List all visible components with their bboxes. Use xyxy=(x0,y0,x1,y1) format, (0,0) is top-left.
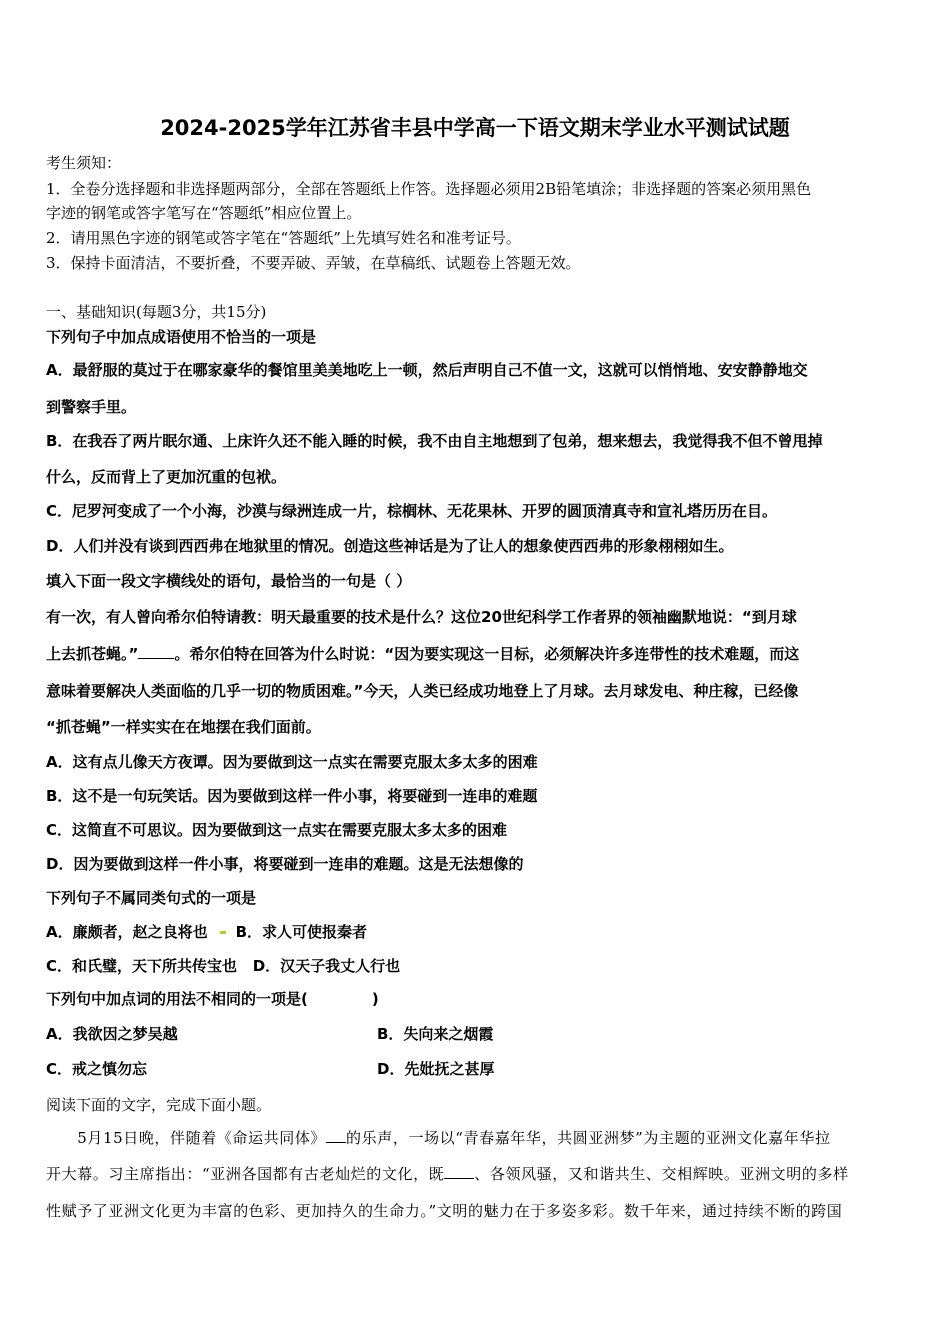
q2-option-b: B．这不是一句玩笑话。因为要做到这样一件小事，将要碰到一连串的难题 xyxy=(46,787,538,805)
q2-passage-line2-b: 。希尔伯特在回答为什么时说：“因为要实现这一目标，必须解决许多连带性的技术难题，而这 xyxy=(174,645,800,663)
reading-line2 xyxy=(46,1164,908,1184)
q1-option-a-line2: 到警察手里。 xyxy=(46,398,137,416)
reading-instruction: 阅读下面的文字，完成下面小题。 xyxy=(46,1096,272,1114)
reading-line2-a: 开大幕。习主席指出：“亚洲各国都有古老灿烂的文化，既 xyxy=(46,1165,445,1183)
q4-option-b: B．失向来之烟霞 xyxy=(377,1025,494,1043)
q2-option-a: A．这有点儿像天方夜谭。因为要做到这一点实在需要克服太多太多的困难 xyxy=(46,753,538,771)
q2-passage-line1: 有一次，有人曾向希尔伯特请教：明天最重要的技术是什么？这位20世纪科学工作者界的领袖幽默地说：“到月球 xyxy=(46,608,797,626)
reading-line1 xyxy=(46,1128,908,1148)
q3-option-b: B．求人可使报秦者 xyxy=(235,923,368,941)
q4-option-d: D．先妣抚之甚厚 xyxy=(377,1060,495,1078)
q1-option-b-line2: 什么，反而背上了更加沉重的包袱。 xyxy=(46,468,287,486)
q2-option-c: C．这简直不可思议。因为要做到这一点实在需要克服太多太多的困难 xyxy=(46,821,508,839)
q1-stem: 下列句子中加点成语使用不恰当的一项是 xyxy=(46,328,317,346)
q1-option-b-line1: B．在我吞了两片眠尔通、上床许久还不能入睡的时候，我不由自主地想到了包弟，想来想去，我觉得我不但不曾甩掉 xyxy=(46,432,823,450)
q3-options-row2 xyxy=(46,956,908,976)
q3-options-row1 xyxy=(46,922,908,942)
q2-passage-line4: “抓苍蝇”一样实实在在地摆在我们面前。 xyxy=(46,718,321,736)
q2-passage-line3: 意味着要解决人类面临的几乎一切的物质困难。”今天，人类已经成功地登上了月球。去月球发电、种庄稼，已经像 xyxy=(46,682,799,700)
reading-blank-1 xyxy=(326,1128,346,1143)
notice-item-1a: 1．全卷分选择题和非选择题两部分，全部在答题纸上作答。选择题必须用2B铅笔填涂；非选择题的答案必须用黑色 xyxy=(46,180,812,198)
q3-option-d: D．汉天子我丈人行也 xyxy=(252,957,401,975)
q4-options-row1 xyxy=(46,1024,908,1044)
reading-line2-b: 、各领风骚，又和谐共生、交相辉映。亚洲文明的多样 xyxy=(474,1165,849,1183)
q4-options-row2 xyxy=(46,1059,908,1079)
q3-option-a: A．廉颇者，赵之良将也 xyxy=(46,923,208,941)
q4-stem-text: 下列句中加点词的用法不相同的一项是( xyxy=(46,990,308,1008)
page-title: 2024-2025学年江苏省丰县中学高一下语文期末学业水平测试试题 xyxy=(160,116,790,140)
reading-line1-b: 的乐声，一场以“青春嘉年华，共圆亚洲梦”为主题的亚洲文化嘉年华拉 xyxy=(346,1129,831,1147)
q4-option-c: C．戒之慎勿忘 xyxy=(46,1060,148,1078)
reading-line1-a: 5月15日晚，伴随着《命运共同体》 xyxy=(46,1129,327,1147)
q3-stem: 下列句子不属同类句式的一项是 xyxy=(46,889,257,907)
notice-item-2: 2．请用黑色字迹的钢笔或答字笔在“答题纸”上先填写姓名和准考证号。 xyxy=(46,229,521,247)
notice-item-3: 3．保持卡面清洁，不要折叠，不要弄破、弄皱，在草稿纸、试题卷上答题无效。 xyxy=(46,254,581,272)
q2-stem: 填入下面一段文字横线处的语句，最恰当的一句是（ ） xyxy=(46,572,412,590)
notice-heading: 考生须知： xyxy=(46,154,122,172)
q4-stem xyxy=(46,989,908,1009)
q3-option-c: C．和氏璧，天下所共传宝也 xyxy=(46,957,238,975)
reading-line3: 性赋予了亚洲文化更为丰富的色彩、更加持久的生命力。”文明的魅力在于多姿多彩。数千年来，通过持续不断的跨国 xyxy=(46,1202,843,1220)
highlight-mark xyxy=(220,931,226,934)
q4-option-a: A．我欲因之梦吴越 xyxy=(46,1025,178,1043)
q2-passage-line2-a: 上去抓苍蝇。” xyxy=(46,645,139,663)
section-1-heading: 一、基础知识(每题3分，共15分) xyxy=(46,303,267,321)
q1-option-d: D．人们并没有谈到西西弗在地狱里的情况。创造这些神话是为了让人的想象使西西弗的形象栩栩如生。 xyxy=(46,537,734,555)
q1-option-a-line1: A．最舒服的莫过于在哪家豪华的餐馆里美美地吃上一顿，然后声明自己不值一文，这就可以悄悄地、安安静静地交 xyxy=(46,361,808,379)
q2-answer-blank xyxy=(138,644,174,659)
q2-passage-line2 xyxy=(46,644,908,664)
q2-option-d: D．因为要做到这样一件小事，将要碰到一连串的难题。这是无法想像的 xyxy=(46,855,524,873)
q1-option-c: C．尼罗河变成了一个小海，沙漠与绿洲连成一片，棕榈林、无花果林、开罗的圆顶清真寺和宣礼塔历历在目。 xyxy=(46,502,778,520)
notice-item-1b: 字迹的钢笔或答字笔写在“答题纸”相应位置上。 xyxy=(46,204,362,222)
reading-blank-2 xyxy=(444,1164,474,1179)
q4-stem-close: ) xyxy=(371,990,379,1008)
